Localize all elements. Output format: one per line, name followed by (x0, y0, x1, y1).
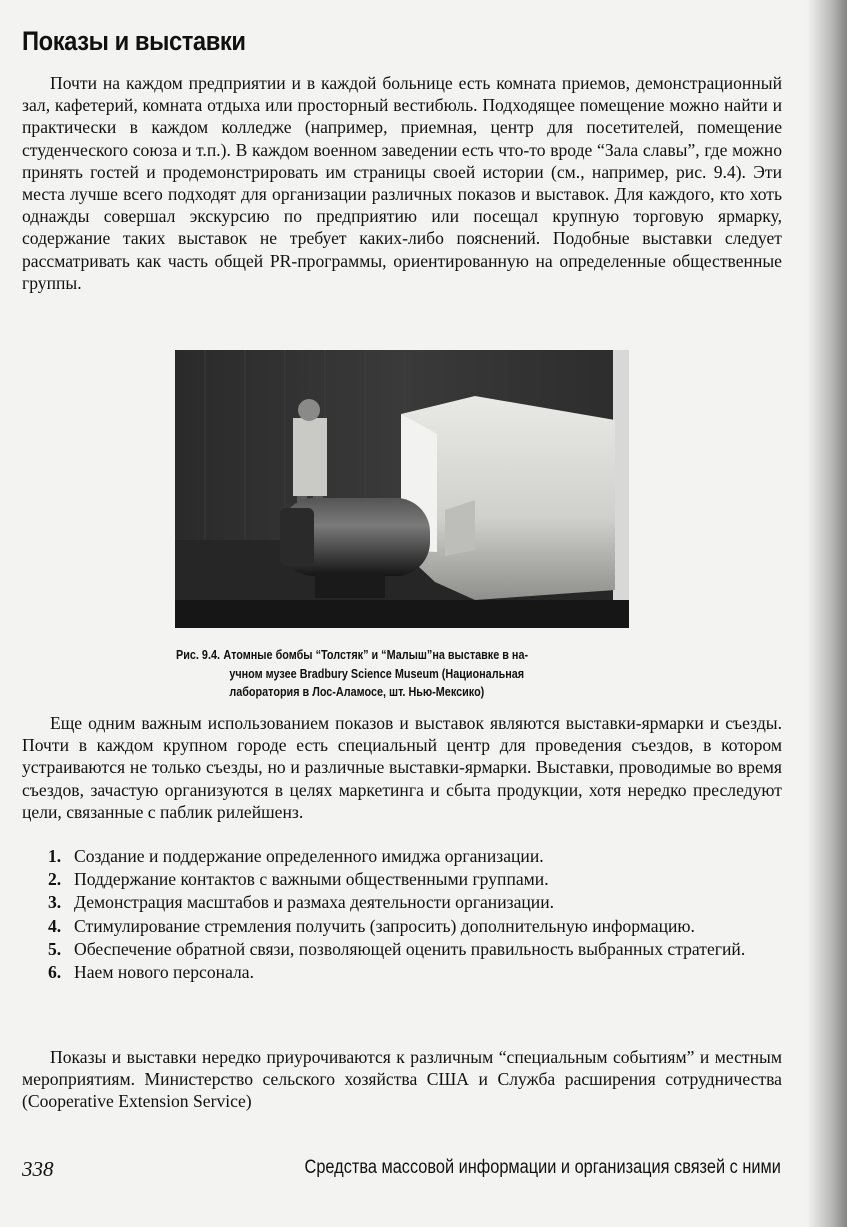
list-item (22, 915, 782, 937)
figure-caption (176, 646, 580, 702)
list-item (22, 961, 782, 983)
list-item-text: Демонстрация масштабов и размаха деятельности организации. (74, 892, 555, 913)
list-item-number: 6. (48, 962, 62, 983)
paragraph-intro: Почти на каждом предприятии и в каждой больнице есть комната приемов, демонстрационный зал, кафетерий, комната отдыха или просторный вестибюль. Подходящее помещение можно найти и практически в каждом колледже (например, приемная, центр для посетителей, помещение студенческого союза и т.п.). В каждом военном заведении есть что-то вроде “Зала славы”, где можно принять гостей и продемонстрировать им страницы своей истории (см., например, рис. 9.4). Эти места лучше всего подходят для организации различных показов и выставок. Для каждого, кто хоть однажды совершал экскурсию по предприятию или посещал крупную торговую ярмарку, содержание таких выставок не требует каких-либо пояснений. Подобные выставки следует рассматривать как часть общей PR-программы, ориентированную на определенные общественные группы. (22, 73, 782, 293)
paragraph-trade-shows: Еще одним важным использованием показов и выставок являются выставки-ярмарки и съезды. Почти в каждом крупном городе есть специальный центр для проведения съездов, в котором устраиваются не только съезды, но и различные выставки-ярмарки. Выставки, проводимые во время съездов, зачастую организуются в целях маркетинга и сбыта продукции, хотя нередко преследуют цели, связанные с паблик рилейшенз. (22, 713, 782, 822)
figure-label: Рис. 9.4. (176, 648, 220, 662)
list-item (22, 868, 782, 890)
list-item-number: 1. (48, 846, 62, 866)
list-item (22, 938, 782, 960)
page-number: 338 (22, 1157, 54, 1181)
figure-photo-atomic-bombs (175, 350, 629, 628)
list-item-text: Обеспечение обратной связи, позволяющей оценить правильность выбранных стратегий. (74, 938, 746, 959)
bombs-exhibit-photo (175, 350, 629, 628)
list-item (22, 845, 782, 867)
list-item-text: Создание и поддержание определенного имиджа организации. (74, 846, 544, 866)
goals-list (22, 845, 782, 984)
caption-line-1: Атомные бомбы “Толстяк” и “Малыш”на выставке в на- (223, 648, 529, 662)
list-item-text: Поддержание контактов с важными общественными группами. (74, 869, 549, 890)
running-title: Средства массовой информации и организация связей с ними (304, 1157, 781, 1178)
paragraph-special-events: Показы и выставки нередко приурочиваются к различным “специальным событиям” и местным мероприятиям. Министерство сельского хозяйства США и Служба расширения сотрудничества (Cooperative Extension Service) (22, 1047, 782, 1112)
caption-line-3: лаборатория в Лос-Аламосе, шт. Нью-Мексико) (229, 685, 485, 700)
list-item-text: Наем нового персонала. (74, 962, 255, 983)
list-item (22, 891, 782, 913)
list-item-number: 4. (48, 915, 62, 936)
caption-line-2: учном музее Bradbury Science Museum (Национальная (229, 666, 525, 681)
list-item-text: Стимулирование стремления получить (запросить) дополнительную информацию. (74, 915, 695, 936)
list-item-number: 5. (48, 938, 62, 959)
section-heading: Показы и выставки (22, 26, 246, 56)
list-item-number: 2. (48, 869, 62, 890)
list-item-number: 3. (48, 892, 62, 913)
page-edge-shadow (807, 0, 847, 1227)
